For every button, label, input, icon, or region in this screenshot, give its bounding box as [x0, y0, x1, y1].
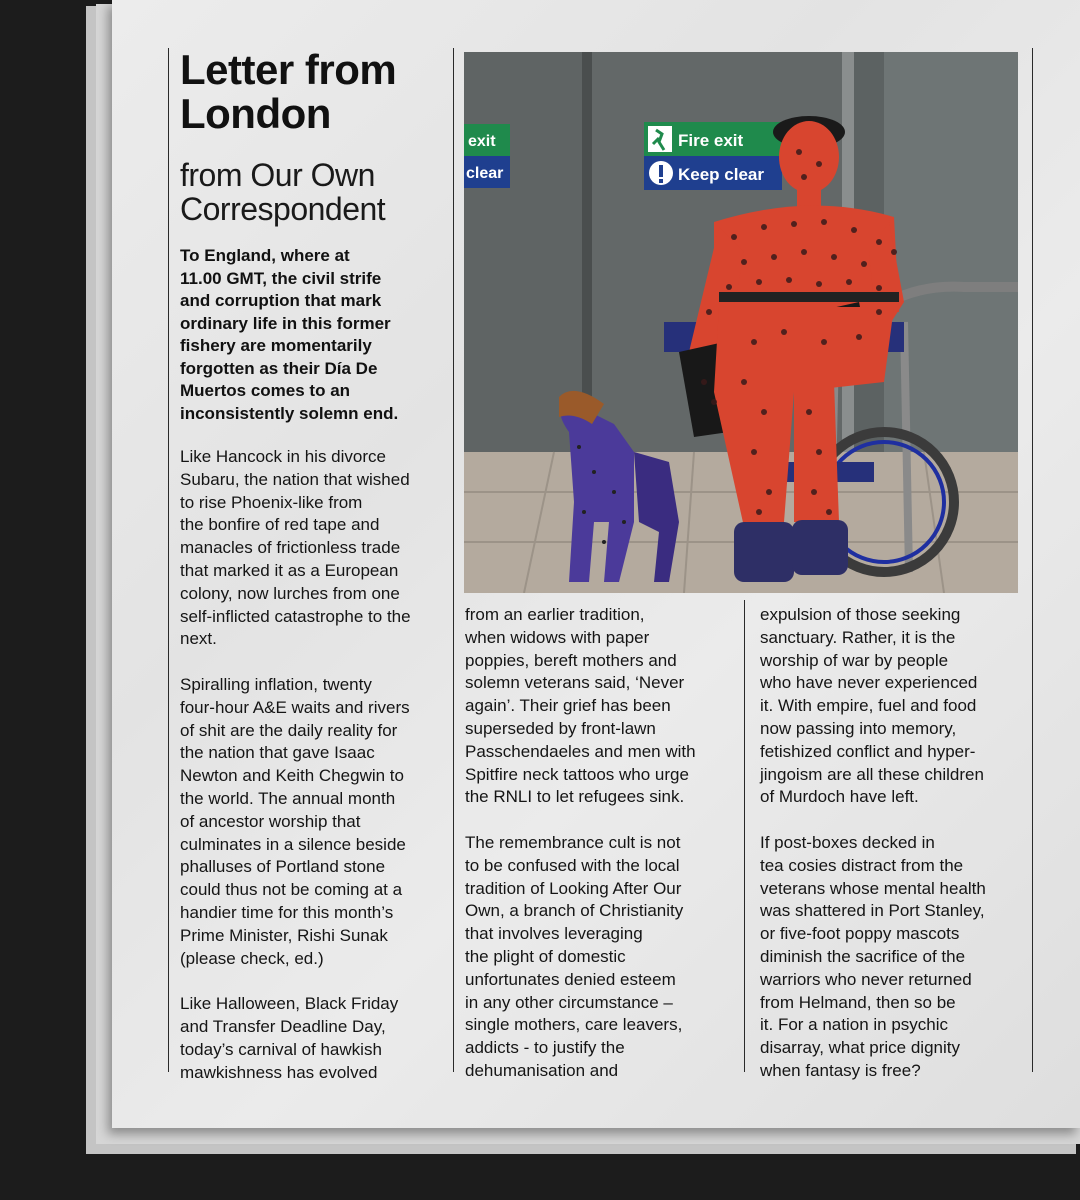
body-text-line: or five-foot poppy mascots [760, 924, 960, 944]
body-text-line: to be confused with the local [465, 855, 680, 875]
door-frame [582, 52, 592, 452]
body-text-line: it. For a nation in psychic [760, 1015, 949, 1035]
body-text-line: today’s carnival of hawkish [180, 1039, 382, 1059]
column-rule [744, 600, 745, 1072]
body-text-line: tea cosies distract from the [760, 855, 964, 875]
title-line: London [180, 90, 331, 137]
body-text-line: addicts - to justify the [465, 1038, 625, 1058]
body-text-line: was shattered in Port Stanley, [760, 901, 985, 921]
body-text-line: unfortunates denied esteem [465, 969, 676, 989]
head [779, 121, 839, 193]
body-text-line: warriors who never returned [760, 969, 972, 989]
article-title [180, 48, 448, 136]
standfirst-line: inconsistently solemn end. [180, 403, 399, 423]
body-text-line: solemn veterans said, ‘Never [465, 673, 685, 693]
body-text-line: of Murdoch have left. [760, 787, 919, 807]
body-text-line: Spiralling inflation, twenty [180, 674, 372, 694]
body-column-1 [180, 446, 445, 1084]
sign-text: Keep clear [678, 165, 764, 184]
body-text-line: handier time for this month’s [180, 902, 394, 922]
body-text-line: from Helmand, then so be [760, 992, 956, 1012]
body-text-line: to rise Phoenix-like from [180, 492, 363, 512]
body-text-line: that involves leveraging [465, 924, 643, 944]
body-text-line: If post-boxes decked in [760, 832, 935, 852]
body-text-line: phalluses of Portland stone [180, 857, 386, 877]
body-text-line: it. With empire, fuel and food [760, 696, 977, 716]
left-foot [734, 522, 794, 582]
sign-text: Fire exit [678, 131, 744, 150]
body-text-line: Passchendaeles and men with [465, 741, 696, 761]
standfirst-line: and corruption that mark [180, 291, 382, 310]
body-text-line: expulsion of those seeking [760, 605, 961, 624]
fire-exit-sign [644, 122, 782, 190]
body-text-line: tradition of Looking After Our [465, 878, 682, 898]
belt [719, 292, 899, 302]
sign-text: clear [466, 165, 504, 182]
body-text-line: superseded by front-lawn [465, 718, 656, 738]
body-text-line: now passing into memory, [760, 718, 957, 738]
body-text-line: Own, a branch of Christianity [465, 901, 684, 921]
byline-line: from Our Own [180, 157, 375, 193]
body-text-line: fetishized conflict and hyper- [760, 741, 976, 761]
body-text-line: the nation that gave Isaac [180, 743, 375, 763]
title-line: Letter from [180, 46, 397, 93]
photo-scene [464, 52, 1018, 593]
column-rule [1032, 48, 1033, 1072]
body-column-3 [760, 604, 1032, 1083]
paragraph-gap [465, 809, 737, 832]
paragraph-gap [180, 651, 445, 674]
body-text-line: and Transfer Deadline Day, [180, 1016, 386, 1036]
sign-text: exit [468, 133, 496, 150]
body-text-line: Like Halloween, Black Friday [180, 994, 399, 1014]
body-text-line: (please check, ed.) [180, 948, 324, 968]
body-text-line: the world. The annual month [180, 788, 396, 808]
column-rule [168, 48, 169, 1072]
body-text-line: diminish the sacrifice of the [760, 946, 966, 966]
body-text-line: four-hour A&E waits and rivers [180, 697, 410, 717]
body-text-line: Prime Minister, Rishi Sunak [180, 925, 388, 945]
body-text-line: self-inflicted catastrophe to the [180, 606, 411, 626]
body-text-line: Subaru, the nation that wished [180, 469, 410, 489]
body-text-line: of ancestor worship that [180, 811, 361, 831]
article-byline [180, 158, 448, 226]
body-text-line: dehumanisation and [465, 1060, 619, 1080]
body-text-line: in any other circumstance – [465, 992, 673, 1012]
standfirst-line: To England, where at [180, 246, 350, 265]
body-text-line: that marked it as a European [180, 560, 399, 580]
exit-sign-left [464, 124, 510, 188]
body-text-line: when fantasy is free? [760, 1060, 921, 1080]
body-text-line: could thus not be coming at a [180, 880, 403, 900]
body-text-line: of shit are the daily reality for [180, 720, 398, 740]
body-text-line: manacles of frictionless trade [180, 538, 401, 558]
body-column-2 [465, 604, 737, 1083]
body-text-line: again’. Their grief has been [465, 696, 671, 716]
body-text-line: Spitfire neck tattoos who urge [465, 764, 689, 784]
standfirst-line: forgotten as their Día De [180, 358, 378, 378]
body-text-line: worship of war by people [760, 650, 949, 670]
body-text-line: when widows with paper [465, 627, 650, 647]
body-text-line: the bonfire of red tape and [180, 515, 380, 535]
body-text-line: poppies, bereft mothers and [465, 650, 677, 670]
body-text-line: sanctuary. Rather, it is the [760, 627, 956, 647]
paragraph-gap [180, 970, 445, 993]
column-rule [453, 48, 454, 1072]
body-text-line: veterans whose mental health [760, 878, 986, 898]
body-text-line: colony, now lurches from one [180, 583, 400, 603]
body-text-line: Newton and Keith Chegwin to [180, 766, 404, 786]
body-text-line: culminates in a silence beside [180, 834, 406, 854]
standfirst-line: 11.00 GMT, the civil strife [180, 268, 382, 288]
door-left [464, 52, 582, 452]
body-text-line: the plight of domestic [465, 946, 626, 966]
right-foot [792, 520, 848, 575]
standfirst-line: fishery are momentarily [180, 336, 372, 355]
article-standfirst [180, 245, 448, 425]
body-text-line: jingoism are all these children [760, 764, 984, 784]
body-text-line: single mothers, care leavers, [465, 1015, 683, 1035]
body-text-line: The remembrance cult is not [465, 832, 681, 852]
paragraph-gap [760, 809, 1032, 832]
body-text-line: next. [180, 629, 217, 649]
standfirst-line: Muertos comes to an [180, 381, 351, 400]
body-text-line: mawkishness has evolved [180, 1062, 378, 1082]
body-text-line: disarray, what price dignity [760, 1038, 960, 1058]
standfirst-line: ordinary life in this former [180, 313, 391, 333]
byline-line: Correspondent [180, 191, 386, 227]
body-text-line: from an earlier tradition, [465, 605, 645, 624]
article-photo [464, 52, 1018, 593]
body-text-line: who have never experienced [760, 673, 978, 693]
body-text-line: Like Hancock in his divorce [180, 447, 386, 466]
body-text-line: the RNLI to let refugees sink. [465, 787, 685, 807]
